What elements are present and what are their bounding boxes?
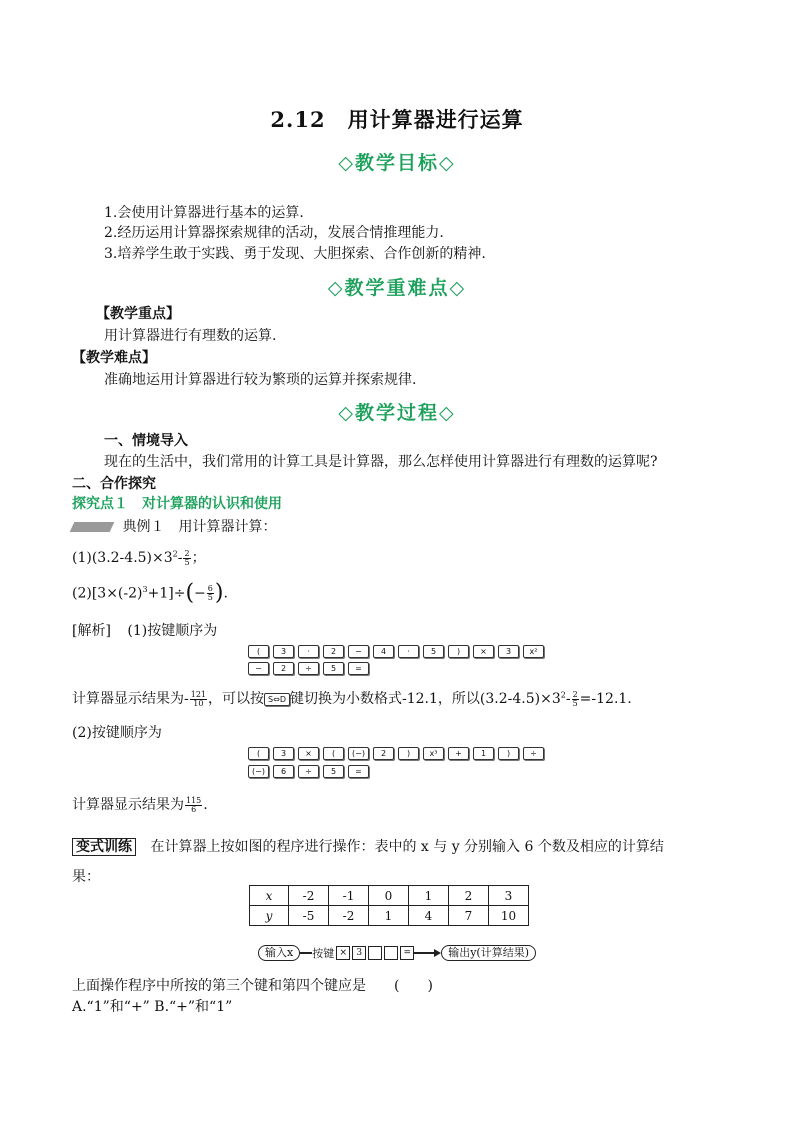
- step1-label: 一、情境导入: [104, 433, 188, 449]
- flow-output: 输出y(计算结果): [441, 945, 536, 961]
- xy-table: [249, 885, 529, 926]
- calculator-key: 2: [323, 645, 344, 658]
- calculator-key: −: [348, 645, 369, 658]
- calculator-key: (: [248, 747, 269, 760]
- calculator-key: x³: [423, 747, 444, 760]
- calculator-key: 2: [373, 747, 394, 760]
- question-text: 上面操作程序中所按的第三个键和第四个键应是 ( ): [72, 978, 433, 994]
- fraction: $\frac{2}{5}$: [184, 548, 190, 567]
- fraction: $\frac{6}{5}$: [207, 584, 213, 603]
- table-cell: 1: [409, 886, 449, 906]
- calculator-key: ): [398, 747, 419, 760]
- calculator-key: 5: [323, 662, 344, 675]
- step2-label: 二、合作探究: [72, 476, 156, 492]
- flow-keys: [336, 946, 414, 960]
- table-cell: -2: [329, 906, 369, 926]
- calculator-key: (: [323, 747, 344, 760]
- calculator-key: 3: [498, 645, 519, 658]
- table-cell: 4: [409, 906, 449, 926]
- objective-3: 3.培养学生敢于实践、勇于发现、大胆探索、合作创新的精神.: [104, 246, 486, 262]
- analysis-label: [解析]: [72, 623, 111, 639]
- table-cell: 10: [489, 906, 529, 926]
- fraction: $\frac{121}{10}$: [190, 689, 207, 708]
- calculator-key: 1: [473, 747, 494, 760]
- example-row: [72, 516, 276, 536]
- calculator-key: (−): [348, 747, 369, 760]
- explore-label: 探究点１ 对计算器的认识和使用: [72, 496, 282, 512]
- calculator-key: =: [348, 662, 369, 675]
- calculator-key: 5: [323, 765, 344, 778]
- calculator-key: ÷: [298, 765, 319, 778]
- objective-1: 1.会使用计算器进行基本的运算.: [104, 205, 304, 221]
- calculator-key: ×: [336, 946, 350, 960]
- arrow-icon: [300, 952, 312, 954]
- example-label: 典例１ 用计算器计算：: [122, 519, 277, 535]
- key-sequence-2-row-2: [248, 765, 369, 778]
- key-point-text: 用计算器进行有理数的运算.: [104, 328, 277, 344]
- practice-text-2: 果：: [72, 869, 100, 885]
- flow-input: 输入x: [258, 945, 300, 961]
- table-row-x: [250, 886, 529, 906]
- table-cell: x: [250, 886, 289, 906]
- calculator-key: ): [498, 747, 519, 760]
- flow-press: 按键: [312, 947, 335, 960]
- difficulty-text: 准确地运用计算器进行较为繁琐的运算并探索规律.: [104, 372, 417, 388]
- problem-1: $(1)(3.2-4.5)\times 3^2-$ $\frac{2}{5}$ ；: [72, 548, 206, 567]
- right-paren-icon: ): [214, 580, 224, 606]
- section-objectives: ◇教学目标◇: [338, 152, 456, 174]
- left-paren-icon: (: [185, 580, 195, 606]
- flow-diagram: [258, 945, 536, 961]
- table-cell: 1: [369, 906, 409, 926]
- arrowhead-icon: [434, 949, 441, 957]
- calculator-key: ×: [298, 747, 319, 760]
- calculator-key: 3: [273, 747, 294, 760]
- table-cell: 7: [449, 906, 489, 926]
- problem-2: $(2)[3\times(-2)^3+1]\div(-$ $\frac{6}{5}$ ).: [72, 580, 228, 606]
- objective-2: 2.经历运用计算器探索规律的活动，发展合情推理能力.: [104, 225, 444, 241]
- calculator-key: x²: [523, 645, 544, 658]
- calculator-key: 3: [352, 946, 366, 960]
- practice-row: [72, 836, 664, 856]
- step1-text: 现在的生活中，我们常用的计算工具是计算器，那么怎样使用计算器进行有理数的运算呢?: [104, 454, 658, 470]
- example-banner-icon: [70, 522, 115, 532]
- table-cell: 0: [369, 886, 409, 906]
- section-key-points: ◇教学重难点◇: [327, 277, 467, 299]
- section-process: ◇教学过程◇: [338, 402, 456, 424]
- table-cell: -5: [289, 906, 329, 926]
- analysis-row: [72, 620, 217, 640]
- calculator-key: 4: [373, 645, 394, 658]
- fraction: $\frac{2}{5}$: [572, 689, 578, 708]
- calculator-key: ÷: [298, 662, 319, 675]
- calculator-key: [384, 946, 398, 960]
- difficulty-label: 【教学难点】: [72, 350, 156, 366]
- fraction: $\frac{115}{6}$: [186, 795, 202, 814]
- table-cell: 2: [449, 886, 489, 906]
- calculator-key: +: [448, 747, 469, 760]
- calculator-key: ): [448, 645, 469, 658]
- key-sequence-2-row-1: [248, 747, 544, 760]
- calculator-key: (−): [248, 765, 269, 778]
- table-cell: -2: [289, 886, 329, 906]
- analysis-text-1: (1)按键顺序为: [127, 623, 218, 639]
- calculator-key: ×: [473, 645, 494, 658]
- calculator-key: 6: [273, 765, 294, 778]
- result-1: 计算器显示结果为- $\frac{121}{10}$ ，可以按 S⇔D 键切换为小数格式-12.1，所以$(3.2-4.5)\times 3^2-$ $\frac{2}{5}$ =-12.1.: [72, 689, 632, 708]
- calculator-key: 2: [273, 662, 294, 675]
- practice-label: 变式训练: [72, 838, 136, 856]
- calculator-key: −: [248, 662, 269, 675]
- calculator-key: ·: [298, 645, 319, 658]
- table-cell: y: [250, 906, 289, 926]
- sd-toggle-key: S⇔D: [264, 693, 290, 706]
- calculator-key: =: [348, 765, 369, 778]
- calculator-key: [368, 946, 382, 960]
- analysis-text-2: (2)按键顺序为: [72, 725, 162, 741]
- calculator-key: 5: [423, 645, 444, 658]
- answer-options: A.“1”和“+” B.“+”和“1”: [72, 999, 233, 1015]
- key-sequence-1-row-2: [248, 662, 369, 675]
- key-point-label: 【教学重点】: [96, 306, 180, 322]
- calculator-key: 3: [273, 645, 294, 658]
- key-sequence-1-row-1: [248, 645, 544, 658]
- calculator-key: =: [400, 946, 414, 960]
- table-cell: 3: [489, 886, 529, 906]
- table-cell: -1: [329, 886, 369, 906]
- result-2: 计算器显示结果为 $\frac{115}{6}$ .: [72, 795, 208, 814]
- page-title: 2.12 用计算器进行运算: [270, 107, 524, 132]
- calculator-key: (: [248, 645, 269, 658]
- calculator-key: ·: [398, 645, 419, 658]
- arrow-icon: [414, 952, 434, 954]
- calculator-key: ÷: [523, 747, 544, 760]
- table-row-y: [250, 906, 529, 926]
- practice-text-1: 在计算器上按如图的程序进行操作：表中的 x 与 y 分别输入 6 个数及相应的计算结: [150, 839, 664, 855]
